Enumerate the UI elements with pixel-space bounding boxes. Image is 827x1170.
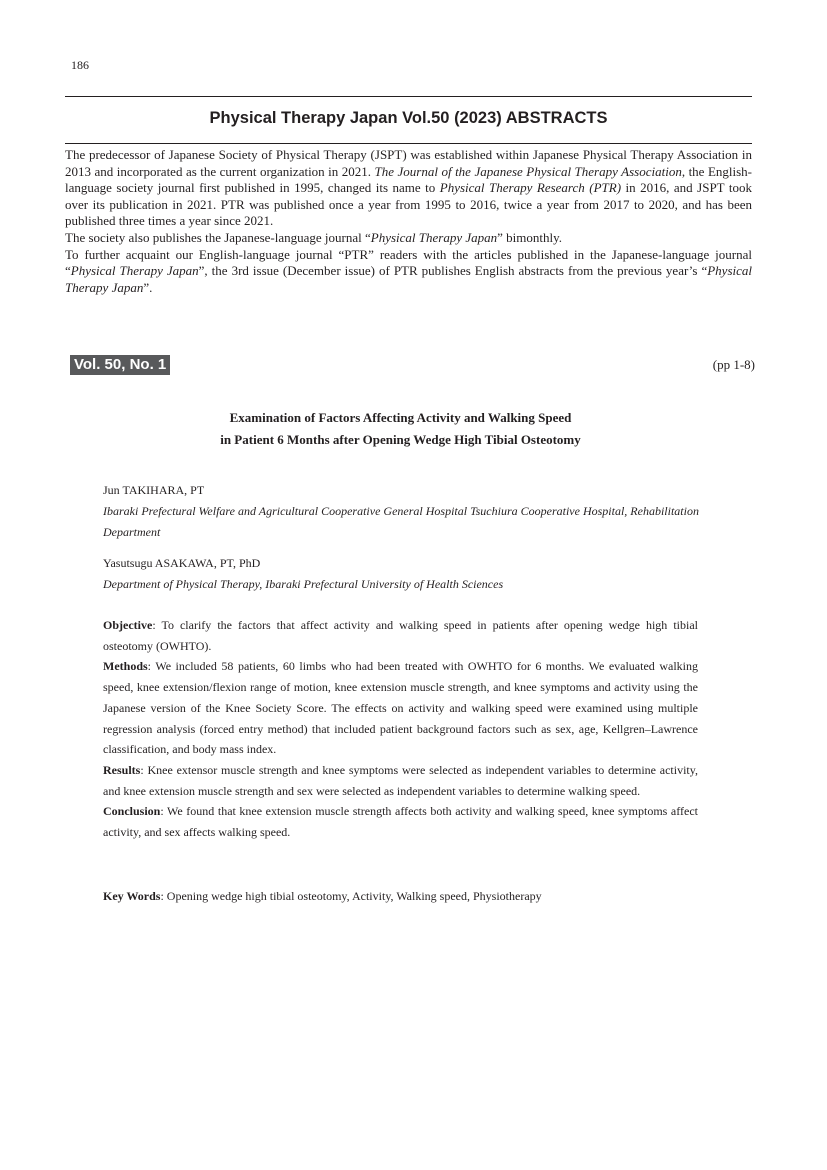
intro-text: The predecessor of Japanese Society of Physical Therapy (JSPT) was established within Japanese Physical Therapy Association in 2013 and incorporated as the current organization in 2021. bbox=[65, 147, 752, 179]
journal-title: Physical Therapy Japan Vol.50 (2023) ABSTRACTS bbox=[209, 109, 608, 127]
section-text: : We found that knee extension muscle strength affects both activity and walking speed, knee symptoms affect activity, and sex affects walking speed. bbox=[103, 804, 698, 840]
abstract-results bbox=[103, 760, 698, 801]
intro-text: To further acquaint our English-language journal “PTR” readers with the articles published in the Japanese-language journal “ bbox=[65, 246, 752, 279]
keywords-label: Key Words bbox=[103, 889, 161, 903]
abstract-conclusion bbox=[103, 801, 698, 842]
intro-text: ”. bbox=[143, 279, 153, 295]
author-affiliation: Department of Physical Therapy, Ibaraki Prefectural University of Health Sciences bbox=[103, 577, 504, 591]
author-name: Yasutsugu ASAKAWA, PT, PhD bbox=[103, 556, 261, 570]
intro-paragraph-1 bbox=[65, 147, 752, 230]
journal-name: The Journal of the Japanese Physical Therapy Association bbox=[374, 163, 682, 179]
section-label: Conclusion bbox=[103, 804, 161, 819]
journal-name: Physical Therapy Japan bbox=[65, 263, 752, 295]
keywords bbox=[103, 886, 698, 906]
abstract-methods bbox=[103, 656, 698, 760]
page-number: 186 bbox=[71, 58, 89, 72]
journal-name: Physical Therapy Research (PTR) bbox=[439, 180, 622, 196]
intro-text: , the English-language society journal first published in 1995, changed its name to bbox=[65, 163, 753, 196]
intro-section bbox=[65, 147, 752, 296]
journal-name: Physical Therapy Japan bbox=[70, 263, 199, 279]
section-text: : To clarify the factors that affect activity and walking speed in patients after opening wedge high tibial osteotomy (OWHTO). bbox=[103, 618, 698, 653]
section-label: Objective bbox=[103, 618, 153, 632]
intro-paragraph-2 bbox=[65, 230, 752, 247]
page-range: (pp 1-8) bbox=[712, 357, 755, 372]
article-title-line-1: Examination of Factors Affecting Activity and Walking Speed bbox=[229, 410, 572, 425]
intro-text: ” bimonthly. bbox=[497, 229, 563, 245]
section-label: Methods bbox=[103, 659, 148, 674]
keywords-text: : Opening wedge high tibial osteotomy, Activity, Walking speed, Physiotherapy bbox=[160, 889, 542, 903]
journal-name: Physical Therapy Japan bbox=[370, 229, 498, 245]
article-title-line-2: in Patient 6 Months after Opening Wedge High Tibial Osteotomy bbox=[220, 432, 581, 447]
author-affiliation: Ibaraki Prefectural Welfare and Agricultural Cooperative General Hospital Tsuchiura Cooperative Hospital, Rehabilitation Department bbox=[103, 504, 699, 539]
intro-text: The society also publishes the Japanese-language journal “ bbox=[65, 229, 371, 245]
intro-text: in 2016, and JSPT took over its publication in 2021. PTR was published once a year from 1995 to 2016, twice a year from 2017 to 2020, and has been published three times a year since 2021. bbox=[65, 180, 752, 229]
intro-text: ”, the 3rd issue (December issue) of PTR publishes English abstracts from the previous year’s “ bbox=[198, 263, 708, 279]
author-block bbox=[103, 480, 713, 543]
intro-paragraph-3 bbox=[65, 247, 752, 297]
header-top-rule bbox=[65, 96, 752, 97]
author-block bbox=[103, 553, 713, 595]
section-label: Results bbox=[103, 762, 141, 777]
article-title bbox=[103, 407, 698, 451]
author-name: Jun TAKIHARA, PT bbox=[103, 483, 205, 497]
header-bottom-rule bbox=[65, 143, 752, 144]
section-text: : Knee extensor muscle strength and knee symptoms were selected as independent variables to determine activity, and knee extension muscle strength and sex were selected as independent variables to determine walking speed. bbox=[103, 762, 698, 798]
abstract bbox=[103, 615, 698, 843]
abstract-objective bbox=[103, 615, 698, 656]
section-text: : We included 58 patients, 60 limbs who had been treated with OWHTO for 6 months. We evaluated walking speed, knee extension/flexion range of motion, knee extension muscle strength, and knee symptoms and activity using the Japanese version of the Knee Society Score. The effects on activity and walking speed were examined using multiple regression analysis (forced entry method) that included patient background factors such as sex, age, Kellgren–Lawrence classification, and body mass index. bbox=[103, 659, 698, 757]
issue-badge: Vol. 50, No. 1 bbox=[70, 355, 170, 375]
